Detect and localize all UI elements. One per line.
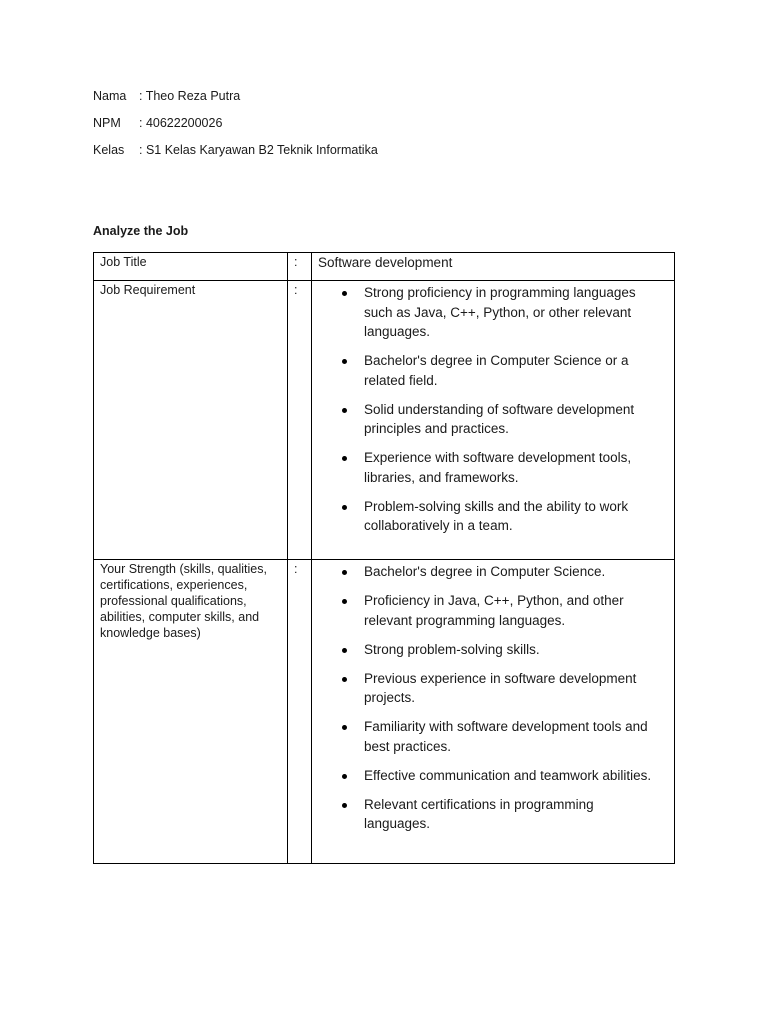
- nama-label: Nama: [93, 89, 127, 103]
- info-row-nama: [93, 87, 378, 114]
- list-item: [312, 669, 660, 708]
- colon-cell: [288, 560, 312, 864]
- bullet-icon: [342, 456, 347, 461]
- job-requirement-label: Job Requirement: [100, 283, 196, 297]
- list-item: [312, 497, 660, 536]
- nama-value: : Theo Reza Putra: [139, 89, 241, 103]
- list-item: [312, 283, 660, 342]
- job-requirement-list: [312, 281, 674, 536]
- list-item: [312, 640, 660, 660]
- list-item-text: Solid understanding of software development principles and practices.: [364, 401, 635, 436]
- list-item-text: Previous experience in software development projects.: [364, 670, 637, 705]
- bullet-icon: [342, 599, 347, 604]
- list-item: [312, 591, 660, 630]
- bullet-icon: [342, 570, 347, 575]
- colon-separator: :: [294, 283, 298, 297]
- your-strength-list: [312, 560, 674, 834]
- bullet-icon: [342, 408, 347, 413]
- list-item: [312, 448, 660, 487]
- list-item-text: Effective communication and teamwork abilities.: [364, 767, 652, 783]
- colon-cell: [288, 253, 312, 281]
- job-requirement-label-cell: [94, 281, 288, 560]
- list-item: [312, 351, 660, 390]
- bullet-icon: [342, 677, 347, 682]
- bullet-icon: [342, 648, 347, 653]
- list-item: [312, 562, 660, 582]
- job-title-label: Job Title: [100, 255, 147, 269]
- kelas-label: Kelas: [93, 143, 125, 157]
- list-item: [312, 400, 660, 439]
- job-title-value: Software development: [318, 255, 453, 270]
- list-item: [312, 717, 660, 756]
- list-item-text: Relevant certifications in programming languages.: [364, 796, 594, 831]
- list-item-text: Proficiency in Java, C++, Python, and other relevant programming languages.: [364, 593, 624, 628]
- job-title-label-cell: [94, 253, 288, 281]
- table-row-job-requirement: [94, 281, 675, 560]
- list-item-text: Strong proficiency in programming languages such as Java, C++, Python, or other relevant languages.: [364, 285, 636, 339]
- colon-cell: [288, 281, 312, 560]
- your-strength-label: Your Strength (skills, qualities, certifications, experiences, professional qualifications, abilities, computer skills, and knowledge bases): [100, 562, 267, 640]
- your-strength-value-cell: [312, 560, 675, 864]
- bullet-icon: [342, 505, 347, 510]
- list-item-text: Bachelor's degree in Computer Science.: [364, 564, 606, 579]
- npm-value: : 40622200026: [139, 116, 223, 130]
- info-row-kelas: [93, 141, 378, 168]
- list-item-text: Bachelor's degree in Computer Science or a related field.: [364, 353, 629, 388]
- table-row-your-strength: [94, 560, 675, 864]
- job-analysis-table: [93, 252, 675, 864]
- bullet-icon: [342, 803, 347, 808]
- section-title: Analyze the Job: [93, 224, 189, 238]
- list-item-text: Strong problem-solving skills.: [364, 641, 540, 657]
- bullet-icon: [342, 725, 347, 730]
- job-requirement-value-cell: [312, 281, 675, 560]
- list-item: [312, 795, 660, 834]
- table-row-job-title: [94, 253, 675, 281]
- colon-separator: :: [294, 562, 298, 576]
- info-row-npm: [93, 114, 378, 141]
- your-strength-label-cell: [94, 560, 288, 864]
- list-item-text: Familiarity with software development tools and best practices.: [364, 719, 648, 754]
- job-title-value-cell: [312, 253, 675, 281]
- bullet-icon: [342, 774, 347, 779]
- colon-separator: :: [294, 255, 298, 269]
- bullet-icon: [342, 291, 347, 296]
- bullet-icon: [342, 359, 347, 364]
- npm-label: NPM: [93, 116, 121, 130]
- list-item-text: Experience with software development tools, libraries, and frameworks.: [364, 450, 632, 485]
- list-item-text: Problem-solving skills and the ability to work collaboratively in a team.: [364, 498, 629, 533]
- student-info: [93, 87, 378, 168]
- kelas-value: : S1 Kelas Karyawan B2 Teknik Informatika: [139, 143, 378, 157]
- list-item: [312, 766, 660, 786]
